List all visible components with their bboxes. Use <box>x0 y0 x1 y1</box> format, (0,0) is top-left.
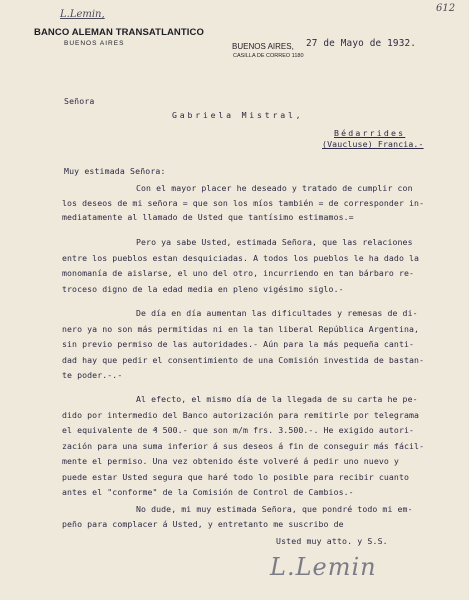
body-line: No dude, mi muy estimada Señora, que pondré todo mi em- <box>136 504 413 514</box>
po-box: CASILLA DE CORREO 1180 <box>233 53 304 59</box>
body-line: dad hay que pedir el consentimiento de una Comisión investida de bastan- <box>62 355 425 365</box>
recipient-town: Bédarrides <box>334 128 406 138</box>
body-line: De día en día aumentan las dificultades y remesas de di- <box>136 308 418 318</box>
bank-name: BANCO ALEMAN TRANSATLANTICO <box>34 27 204 38</box>
body-line: dido por intermedio del Banco autorización para remitirle por telegrama <box>62 410 420 420</box>
closing-formula: Usted muy atto. y S.S. <box>276 536 388 546</box>
body-line: te poder.-.- <box>62 370 123 380</box>
body-line: antes el "conforme" de la Comisión de Control de Cambios.- <box>62 487 354 497</box>
recipient-title: Señora <box>64 96 95 106</box>
body-line: los deseos de mi señora = que son los míos también = de corresponder in- <box>62 198 425 208</box>
bank-city: BUENOS AIRES <box>64 40 125 47</box>
body-line: monomanía de aislarse, el uno del otro, incurriendo en tan bárbaro re- <box>62 268 415 278</box>
body-line: peño para complacer á Usted, y entretanto me suscribo de <box>62 519 344 529</box>
body-line: mediatamente al llamado de Usted que tantísimo estimamos.= <box>62 212 354 222</box>
page-number: 612 <box>436 3 456 14</box>
body-line: sin previo permiso de las autoridades.- Aún para la más pequeña canti- <box>62 339 415 349</box>
body-line: el equivalente de ₰ 500.- que son m/m frs. 3.500.-. He exigido autori- <box>62 425 415 435</box>
recipient-region: (Vaucluse) Francia.- <box>322 139 424 149</box>
body-line: Con el mayor placer he deseado y tratado de cumplir con <box>136 183 413 193</box>
letter-date: 27 de Mayo de 1932. <box>306 38 417 49</box>
signature: L.Lemin <box>270 553 377 581</box>
greeting: Muy estimada Señora: <box>64 166 166 176</box>
body-line: entre los pueblos estan desquiciadas. A todos los pueblos le ha dado la <box>62 253 420 263</box>
letter-place: BUENOS AIRES, <box>232 42 294 51</box>
handwritten-sender-name: L.Lemin, <box>60 9 105 20</box>
body-line: Pero ya sabe Usted, estimada Señora, que las relaciones <box>136 237 413 247</box>
body-line: Al efecto, el mismo día de la llegada de su carta he pe- <box>136 394 418 404</box>
body-line: nero ya no son más permitidas ni en la tan liberal República Argentina, <box>62 324 420 334</box>
body-line: troceso digno de la edad media en pleno vigésimo siglo.- <box>62 284 344 294</box>
body-line: puede estar Usted segura que haré todo lo posible para recibir cuanto <box>62 472 410 482</box>
recipient-name: Gabriela Mistral, <box>172 110 304 120</box>
body-line: mente el permiso. Una vez obtenido éste volveré á pedir uno nuevo y <box>62 456 399 466</box>
body-line: zación para una suma inferior á sus deseos á fin de conseguir más fácil- <box>62 441 425 451</box>
